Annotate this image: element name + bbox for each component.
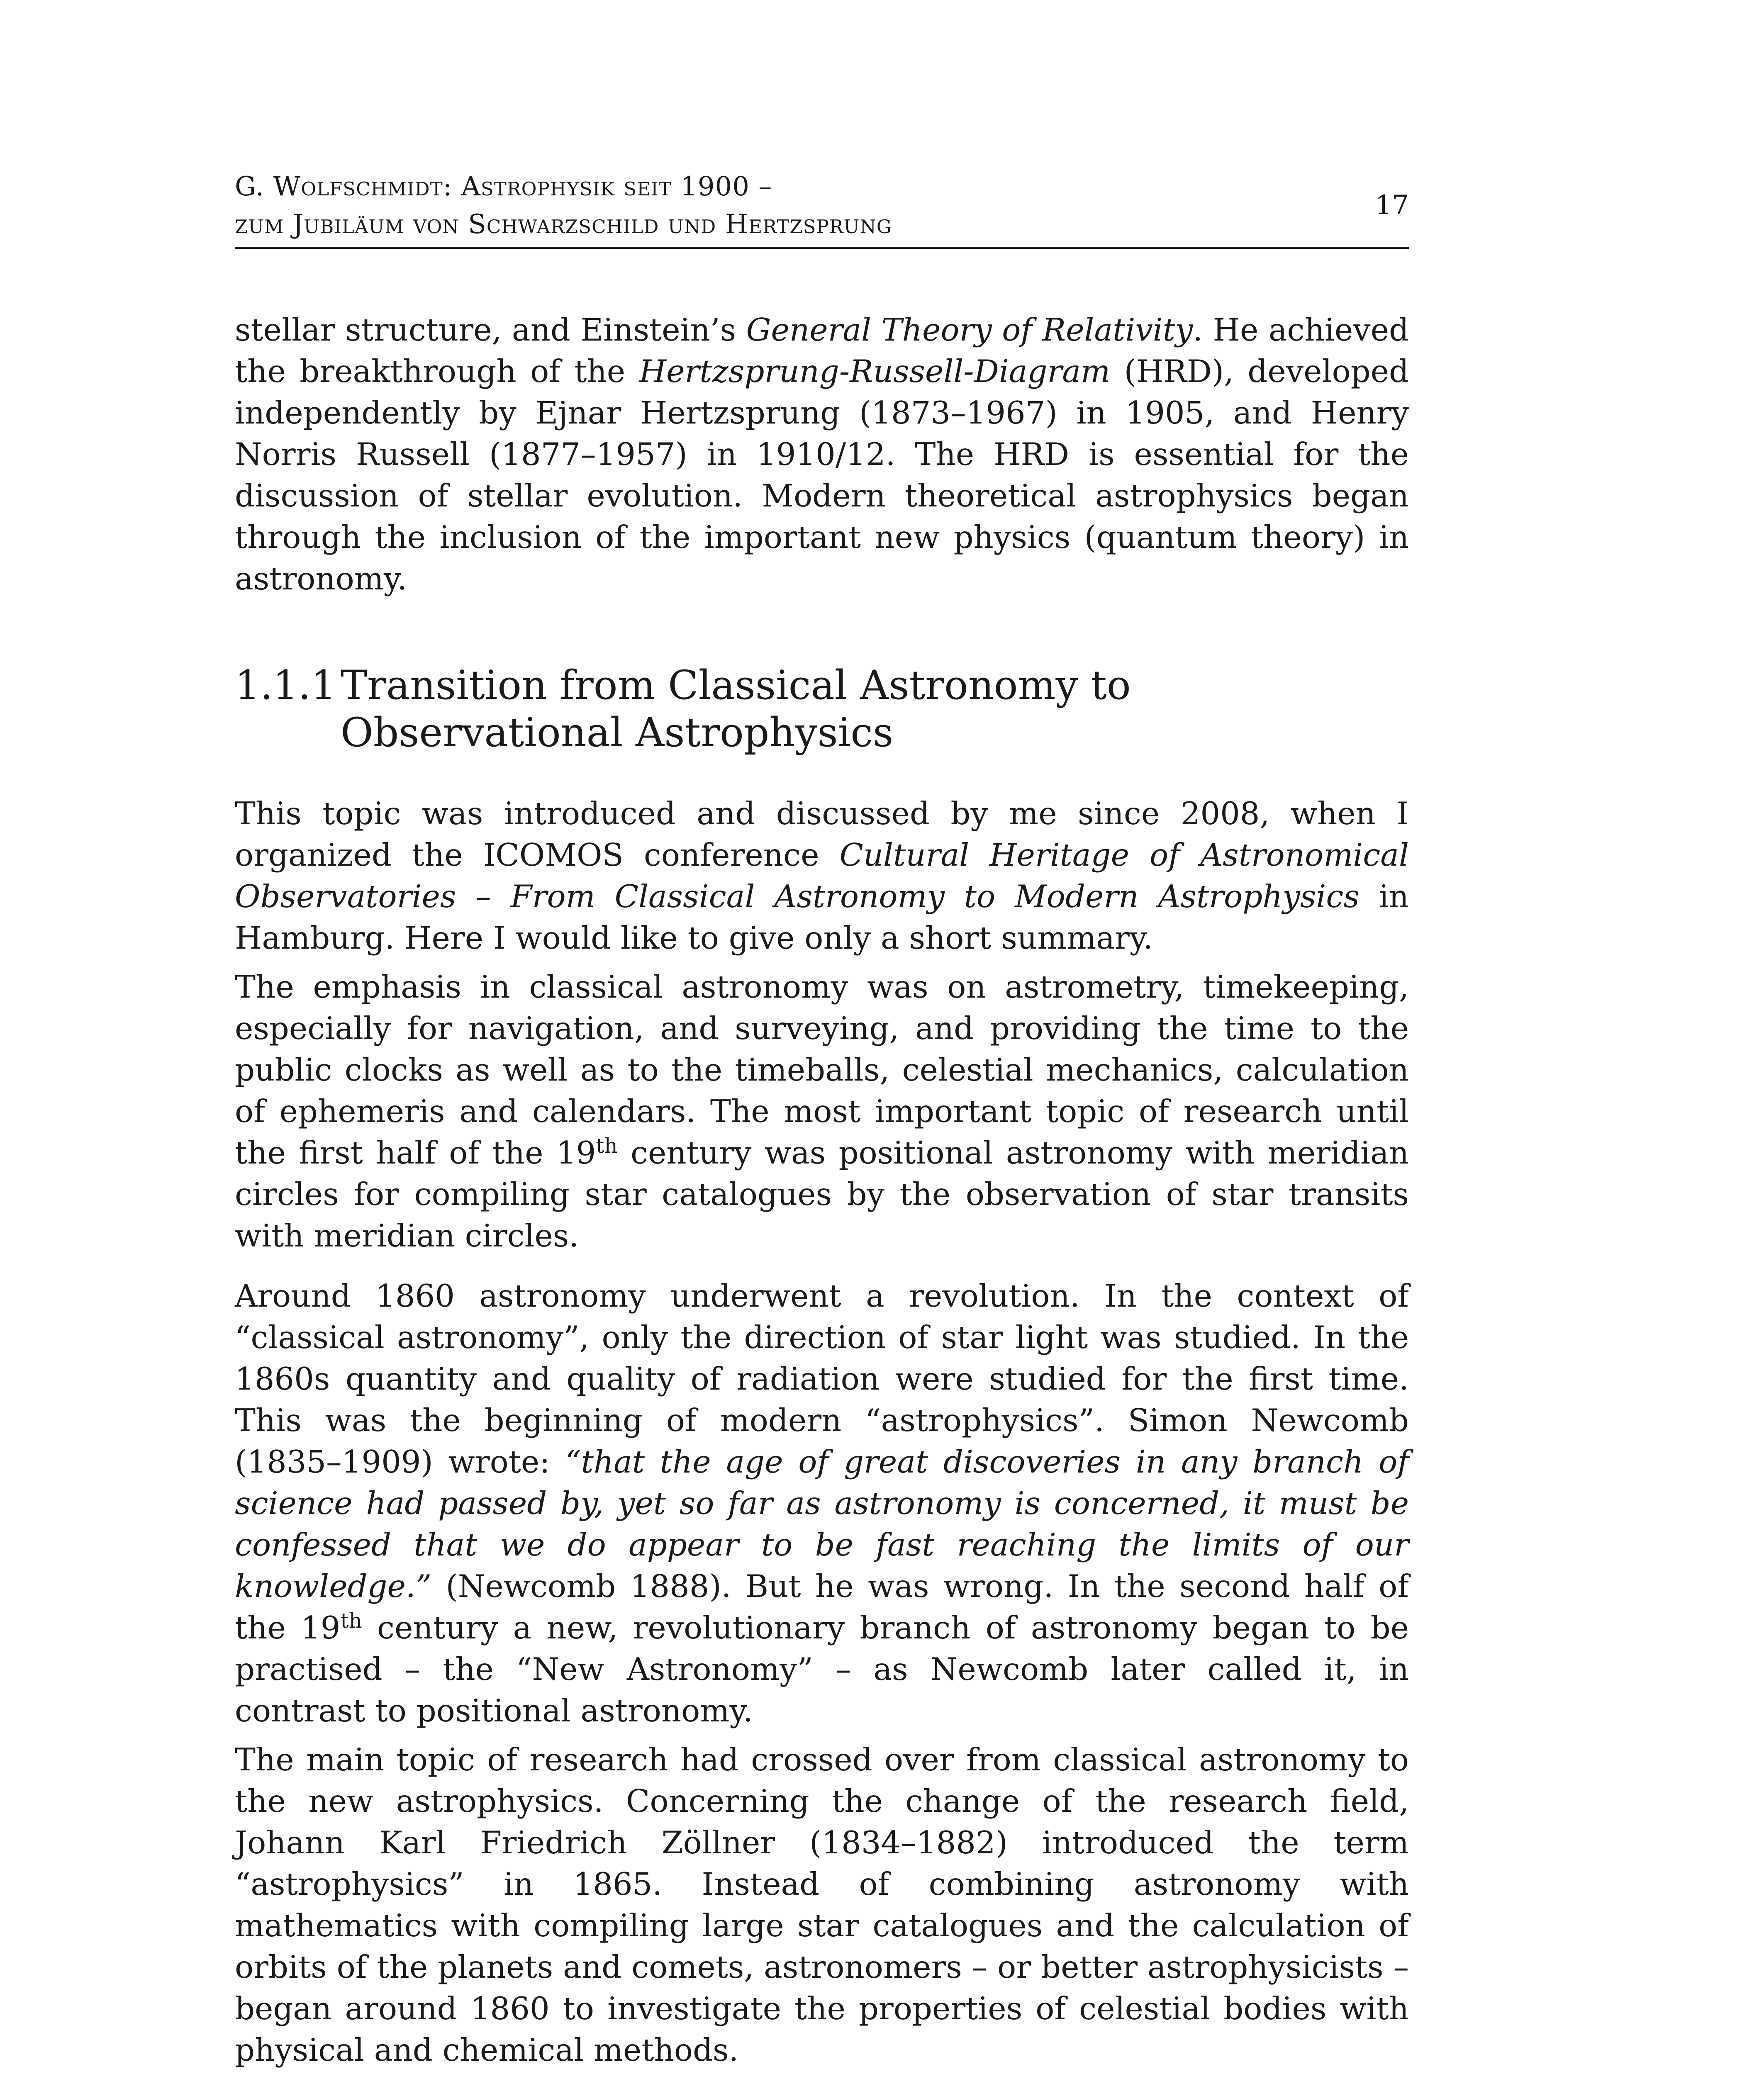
section-title: Transition from Classical Astronomy to Observational Astrophysics: [341, 662, 1131, 756]
paragraph-einstein-hrd: [235, 309, 1409, 599]
section-number: 1.1.1: [235, 662, 336, 708]
superscript: th: [340, 1609, 362, 1633]
italic-quote: “that the age of great discoveries in any branch of science had passed by, yet so far as astronomy is concerned, it must be confessed that we do appear to be fast reaching the limits of our knowledge.”: [235, 1444, 1409, 1604]
text-run: (Newcomb 1888). But he was wrong. In the second half of the 19: [235, 1568, 1409, 1646]
text-run: This topic was introduced and discussed by me since 2008, when I organized the ICOMOS conference: [235, 795, 1409, 873]
italic-term: General Theory of Relativity: [746, 312, 1193, 348]
italic-term: Hertzsprung-Russell-Diagram: [639, 353, 1111, 389]
italic-conference-title: Cultural Heritage of Astronomical Observatories – From Classical Astronomy to Modern Astrophysics: [235, 837, 1409, 915]
text-run: Around 1860 astronomy underwent a revolution. In the context of “classical astronomy”, only the direction of star light was studied. In the 1860s quantity and quality of radiation were studied for the first time. This was the beginning of modern “astrophysics”. Simon Newcomb (1835–1909) wrote:: [235, 1278, 1409, 1480]
running-header: [235, 166, 1409, 249]
paragraph-icomos: [235, 793, 1409, 959]
text-run: The emphasis in classical astronomy was on astrometry, timekeeping, especially for navigation, and surveying, and providing the time to the public clocks as well as to the timeballs, celestial mechanics, calculation of ephemeris and calendars. The most important topic of research until the first half of the 19: [235, 969, 1409, 1171]
page-number: 17: [1375, 190, 1409, 221]
superscript: th: [596, 1134, 618, 1158]
text-run: century a new, revolutionary branch of astronomy began to be practised – the “New Astronomy” – as Newcomb later called it, in contrast to positional astronomy.: [235, 1609, 1409, 1729]
header-title-line-2: zum Jubiläum von Schwarzschild und Hertzsprung: [235, 209, 892, 240]
text-run: century was positional astronomy with meridian circles for compiling star catalogues by the observation of star transits with meridian circles.: [235, 1134, 1409, 1254]
paragraph-astrophysics-term: The main topic of research had crossed over from classical astronomy to the new astrophysics. Concerning the change of the research field, Johann Karl Friedrich Zöllner (1834–1882) introduced the term “astrophysics” in 1865. Instead of combining astronomy with mathematics with compiling large star catalogues and the calculation of orbits of the planets and comets, astronomers – or better astrophysicists – began around 1860 to investigate the properties of celestial bodies with physical and chemical methods.: [235, 1741, 1409, 2068]
text-run: . He achieved the breakthrough of the: [235, 312, 1409, 389]
text-run: stellar structure, and Einstein’s: [235, 312, 746, 348]
section-heading: [235, 662, 1409, 756]
text-run: in Hamburg. Here I would like to give only a short summary.: [235, 878, 1409, 956]
main-text: [235, 309, 1409, 2074]
text-run: (HRD), developed independently by Ejnar Hertzsprung (1873–1967) in 1905, and Henry Norris Russell (1877–1957) in 1910/12. The HRD is essential for the discussion of stellar evolution. Modern theoretical astrophysics began through the inclusion of the important new physics (quantum theory) in astronomy.: [235, 353, 1409, 597]
paragraph-classical-astronomy: [235, 966, 1409, 1256]
header-title-line-1: G. Wolfschmidt: Astrophysik seit 1900 –: [235, 171, 772, 202]
paragraph-revolution-1860: [235, 1275, 1409, 1731]
